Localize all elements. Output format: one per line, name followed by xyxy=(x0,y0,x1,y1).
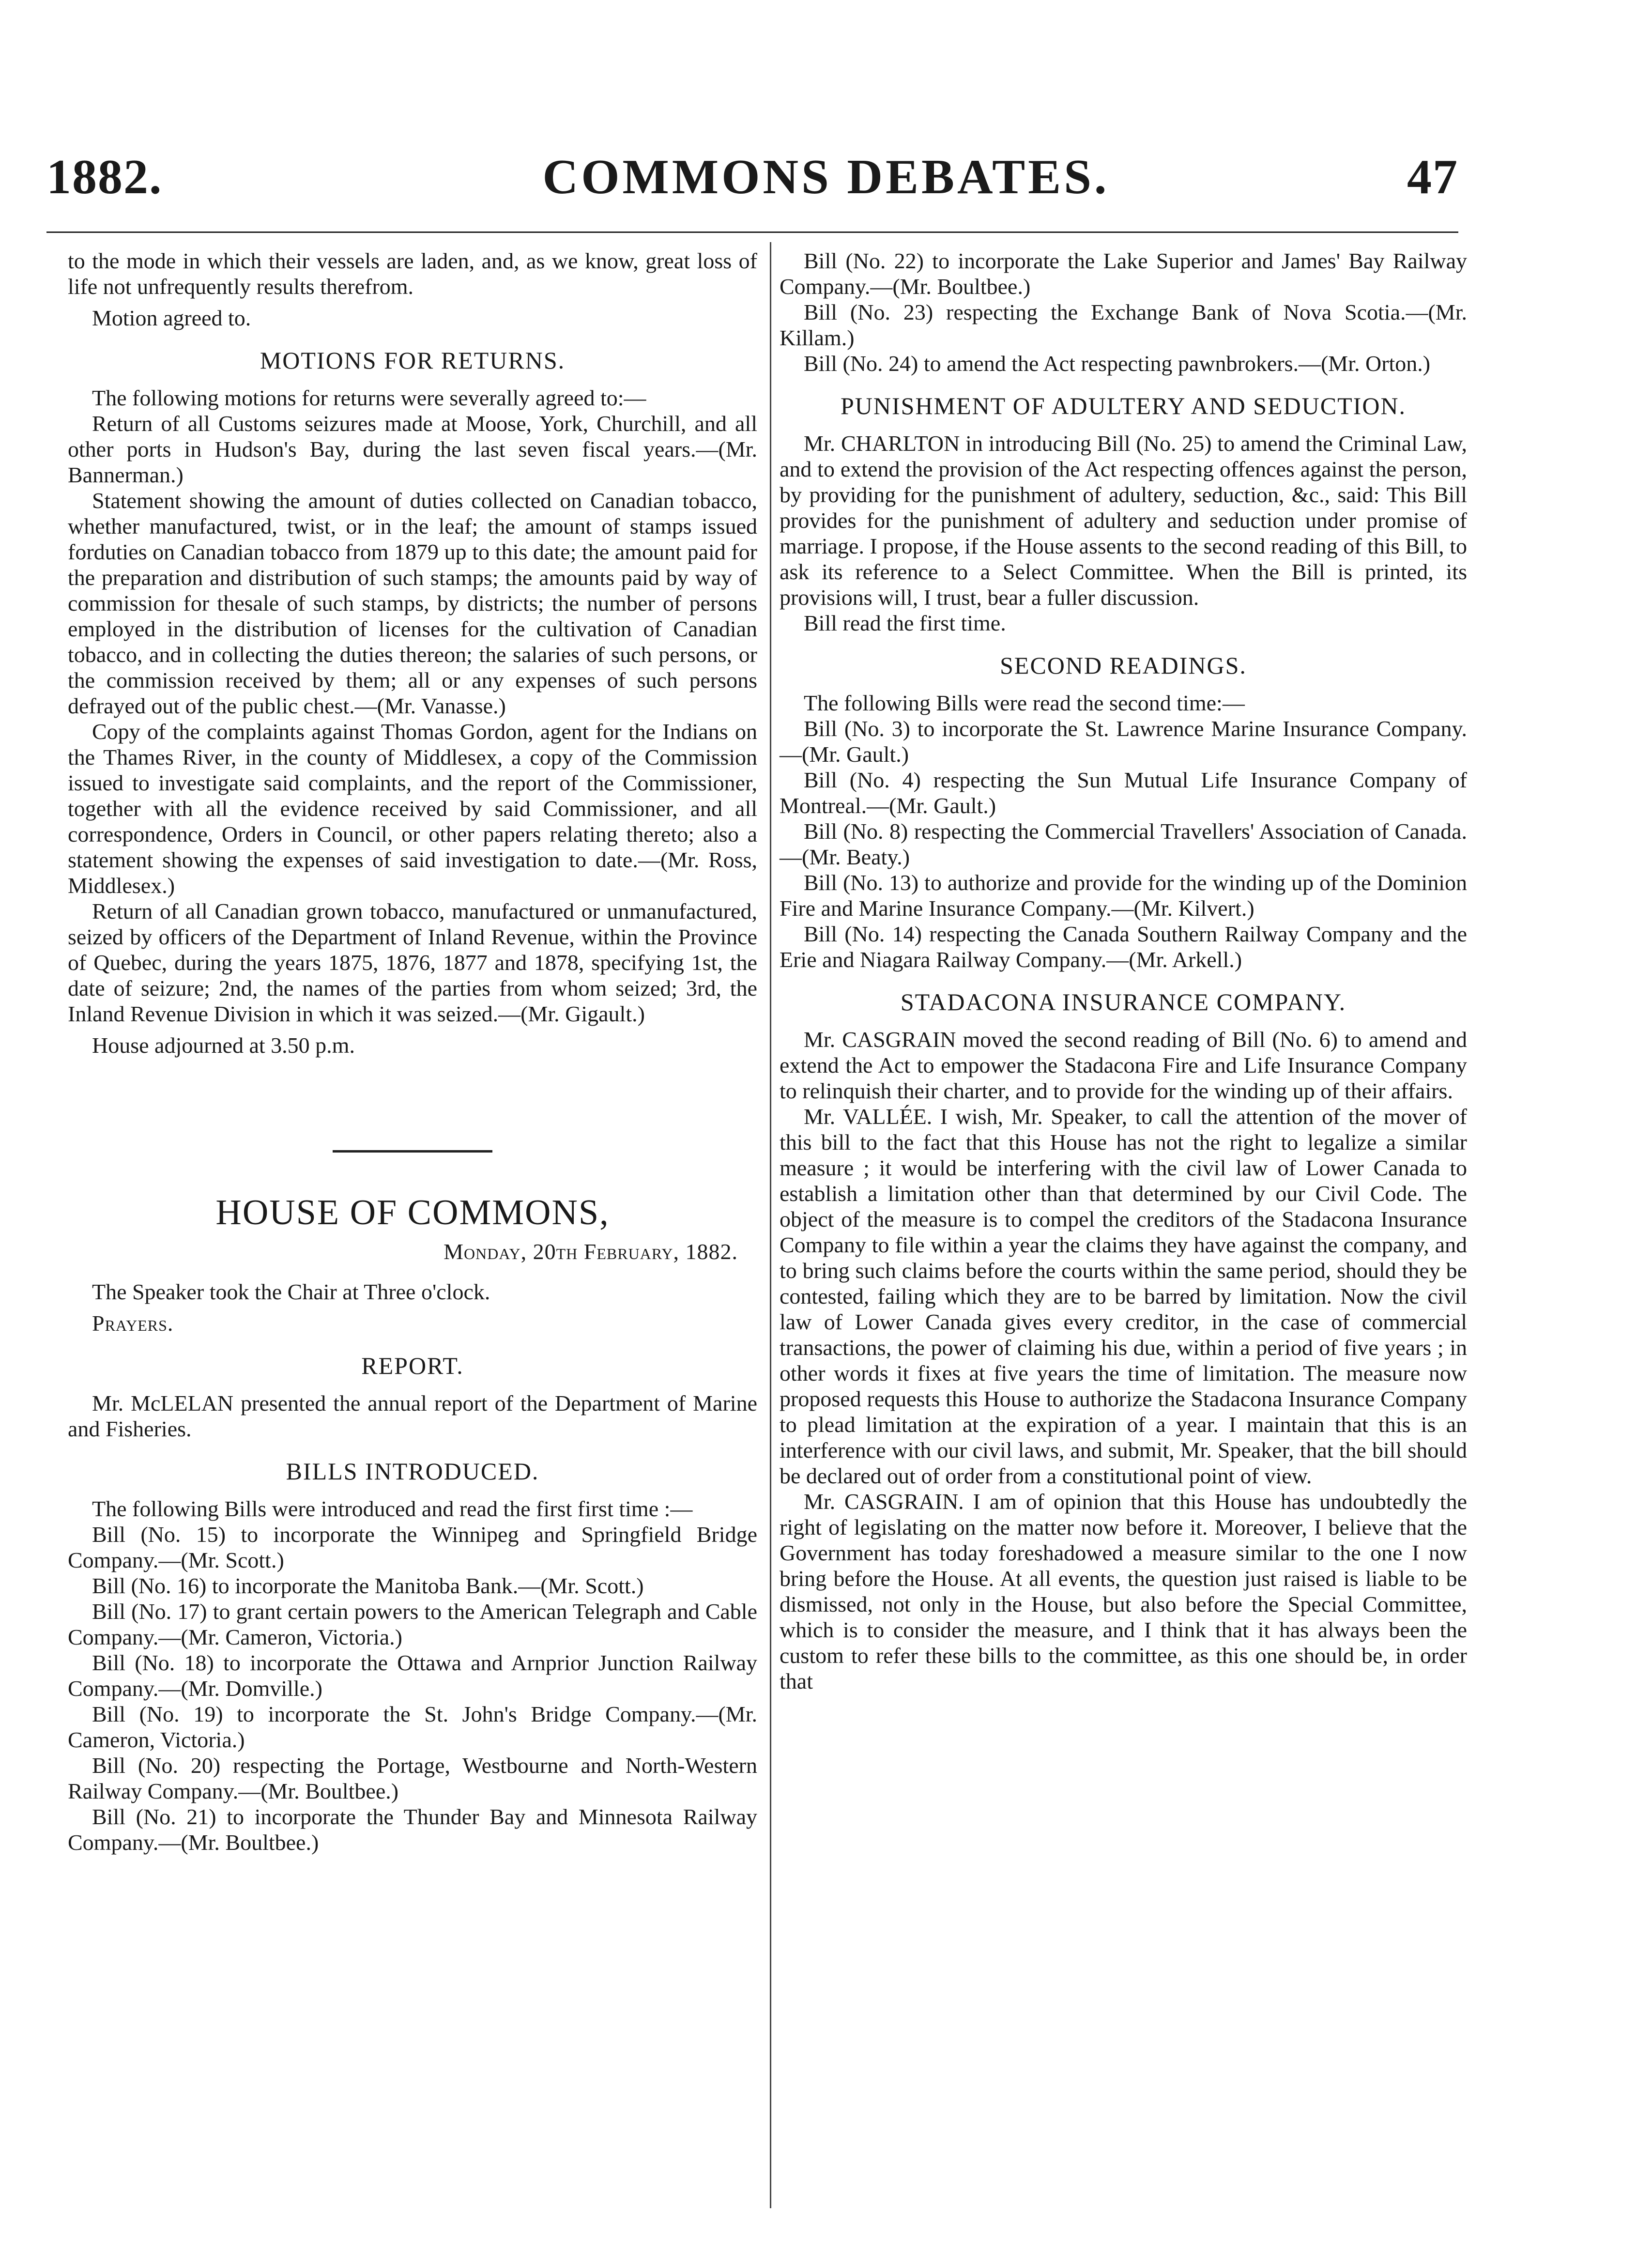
bill-16: Bill (No. 16) to incorporate the Manitoba Bank.—(Mr. Scott.) xyxy=(92,1573,644,1598)
paragraph-casgrain-motion: Mr. CASGRAIN moved the second reading of Bill (No. 6) to amend and extend the Act to empower the Stadacona Fire and Life Insurance Company to relinquish their charter, and to provide for the winding up of their affairs. xyxy=(780,1027,1467,1103)
bill-19: Bill (No. 19) to incorporate the St. John's Bridge Company.—(Mr. Cameron, Victoria.) xyxy=(68,1702,757,1752)
heading-house-of-commons: HOUSE OF COMMONS, xyxy=(215,1193,610,1232)
house-adjourned: House adjourned at 3.50 p.m. xyxy=(92,1033,355,1058)
bill-24: Bill (No. 24) to amend the Act respecting pawnbrokers.—(Mr. Orton.) xyxy=(804,351,1431,376)
heading-stadacona: STADACONA INSURANCE COMPANY. xyxy=(900,988,1346,1015)
paragraph-return-tobacco: Return of all Canadian grown tobacco, manufactured or unmanufactured, seized by officers of the Department of Inland Revenue, within the Province of Quebec, during the years 1875, 1876, 1877 and 1878, specifying 1st, the date of seizure; 2nd, the names of the parties from whom seized; 3rd, the Inland Revenue Division in which it was seized.—(Mr. Gigault.) xyxy=(68,899,757,1026)
paragraph-bill-first-time: Bill read the first time. xyxy=(804,611,1006,635)
bill-13: Bill (No. 13) to authorize and provide for the winding up of the Dominion Fire and Marine Insurance Company.—(Mr. Kilvert.) xyxy=(780,870,1467,921)
header-page-number: 47 xyxy=(1407,150,1458,204)
paragraph-copy-complaints: Copy of the complaints against Thomas Gordon, agent for the Indians on the Thames River, in the county of Middlesex, a copy of the Commission issued to investigate said complaints, and the report of the Commissioner, together with all the evidence received by said Commissioner, and all correspondence, Orders in Council, or other papers relating thereto; also a statement showing the expenses of said investigation to date.—(Mr. Ross, Middlesex.) xyxy=(68,719,757,898)
paragraph-return-customs: Return of all Customs seizures made at Moose, York, Churchill, and all other ports in Hudson's Bay, during the last seven fiscal years.—(Mr. Bannerman.) xyxy=(68,411,757,487)
prayers: Prayers. xyxy=(92,1311,174,1336)
section-rule xyxy=(333,1150,492,1153)
header-year: 1882. xyxy=(46,150,163,204)
heading-second-readings: SECOND READINGS. xyxy=(1000,652,1247,679)
bill-8: Bill (No. 8) respecting the Commercial Travellers' Association of Canada.—(Mr. Beaty.) xyxy=(780,819,1467,869)
paragraph-report: Mr. McLELAN presented the annual report of the Department of Marine and Fisheries. xyxy=(68,1391,757,1441)
paragraph-continued: to the mode in which their vessels are laden, and, as we know, great loss of life not unfrequently results therefrom. xyxy=(68,248,757,299)
bill-4: Bill (No. 4) respecting the Sun Mutual Life Insurance Company of Montreal.—(Mr. Gault.) xyxy=(780,768,1467,818)
bill-15: Bill (No. 15) to incorporate the Winnipeg and Springfield Bridge Company.—(Mr. Scott.) xyxy=(68,1522,757,1572)
motion-agreed: Motion agreed to. xyxy=(92,306,251,330)
left-column xyxy=(68,248,757,1855)
heading-motions-for-returns: MOTIONS FOR RETURNS. xyxy=(260,347,566,374)
heading-bills-introduced: BILLS INTRODUCED. xyxy=(286,1458,539,1485)
bill-22: Bill (No. 22) to incorporate the Lake Superior and James' Bay Railway Company.—(Mr. Boultbee.) xyxy=(780,248,1467,299)
heading-report: REPORT. xyxy=(361,1352,464,1379)
bill-3: Bill (No. 3) to incorporate the St. Lawrence Marine Insurance Company.—(Mr. Gault.) xyxy=(780,716,1467,767)
sitting-date: Monday, 20th February, 1882. xyxy=(444,1239,738,1264)
column-divider xyxy=(770,242,771,2208)
paragraph-statement-tobacco: Statement showing the amount of duties collected on Canadian tobacco, whether manufactured, twist, or in the leaf; the amount of stamps issued forduties on Canadian tobacco from 1879 up to this date; the amount paid for the preparation and distribution of such stamps; the amounts paid by way of commission for thesale of such stamps, by districts; the number of persons employed in the distribution of licenses for the cultivation of Canadian tobacco, and in collecting the duties thereon; the salaries of such persons, or the commission received by them; all or any expenses of such persons defrayed out of the public chest.—(Mr. Vanasse.) xyxy=(68,488,757,718)
paragraph-motions-intro: The following motions for returns were severally agreed to:— xyxy=(92,385,646,410)
paragraph-casgrain-reply: Mr. CASGRAIN. I am of opinion that this House has undoubtedly the right of legislating on the matter now before it. Moreover, I believe that the Government has today foreshadowed a measure similar to the one I now bring before the House. At all events, the question just raised is liable to be dismissed, not only in the House, but also before the Special Committee, which is to consider the measure, and I think that it has always been the custom to refer these bills to the committee, as this one should be, in order that xyxy=(780,1489,1467,1693)
bill-17: Bill (No. 17) to grant certain powers to the American Telegraph and Cable Company.—(Mr. Cameron, Victoria.) xyxy=(68,1599,757,1649)
header-title: COMMONS DEBATES. xyxy=(542,150,1110,204)
heading-punishment: PUNISHMENT OF ADULTERY AND SEDUCTION. xyxy=(840,392,1407,419)
paragraph-bills-intro: The following Bills were introduced and read the first first time :— xyxy=(92,1496,693,1521)
bill-23: Bill (No. 23) respecting the Exchange Bank of Nova Scotia.—(Mr. Killam.) xyxy=(780,300,1467,350)
right-column xyxy=(780,248,1467,1694)
bill-20: Bill (No. 20) respecting the Portage, Westbourne and North-Western Railway Company.—(Mr. Boultbee.) xyxy=(68,1753,757,1803)
header-rule xyxy=(46,231,1458,233)
paragraph-vallee: Mr. VALLÉE. I wish, Mr. Speaker, to call the attention of the mover of this bill to the fact that this House has not the right to legalize a similar measure ; it would be interfering with the civil law of Lower Canada to establish a limitation other than that determined by our Civil Code. The object of the measure is to compel the creditors of the Stadacona Insurance Company to file within a year the claims they have against the company, and to bring such claims before the courts within the same period, should they be contested, failing which they are to be barred by limitation. Now the civil law of Lower Canada gives every creditor, in the case of commercial transactions, the power of claiming his due, within a period of five years ; in other words it fixes at five years the time of limitation. The measure now proposed requests this House to authorize the Stadacona Insurance Company to plead limitation at the expiration of a year. I maintain that this is an interference with our civil laws, and submit, Mr. Speaker, that the bill should be declared out of order from a constitutional point of view. xyxy=(780,1104,1467,1488)
bill-14: Bill (No. 14) respecting the Canada Southern Railway Company and the Erie and Niagara Railway Company.—(Mr. Arkell.) xyxy=(780,922,1467,972)
paragraph-speaker-chair: The Speaker took the Chair at Three o'clock. xyxy=(92,1279,490,1304)
paragraph-second-intro: The following Bills were read the second time:— xyxy=(804,691,1245,715)
bill-18: Bill (No. 18) to incorporate the Ottawa and Arnprior Junction Railway Company.—(Mr. Domville.) xyxy=(68,1650,757,1701)
bill-21: Bill (No. 21) to incorporate the Thunder Bay and Minnesota Railway Company.—(Mr. Boultbee.) xyxy=(68,1804,757,1855)
paragraph-charlton: Mr. CHARLTON in introducing Bill (No. 25) to amend the Criminal Law, and to extend the provision of the Act respecting offences against the person, by providing for the punishment of adultery, seduction, &c., said: This Bill provides for the punishment of adultery and seduction under promise of marriage. I propose, if the House assents to the second reading of this Bill, to ask its reference to a Select Committee. When the Bill is printed, its provisions will, I trust, bear a fuller discussion. xyxy=(780,431,1467,610)
